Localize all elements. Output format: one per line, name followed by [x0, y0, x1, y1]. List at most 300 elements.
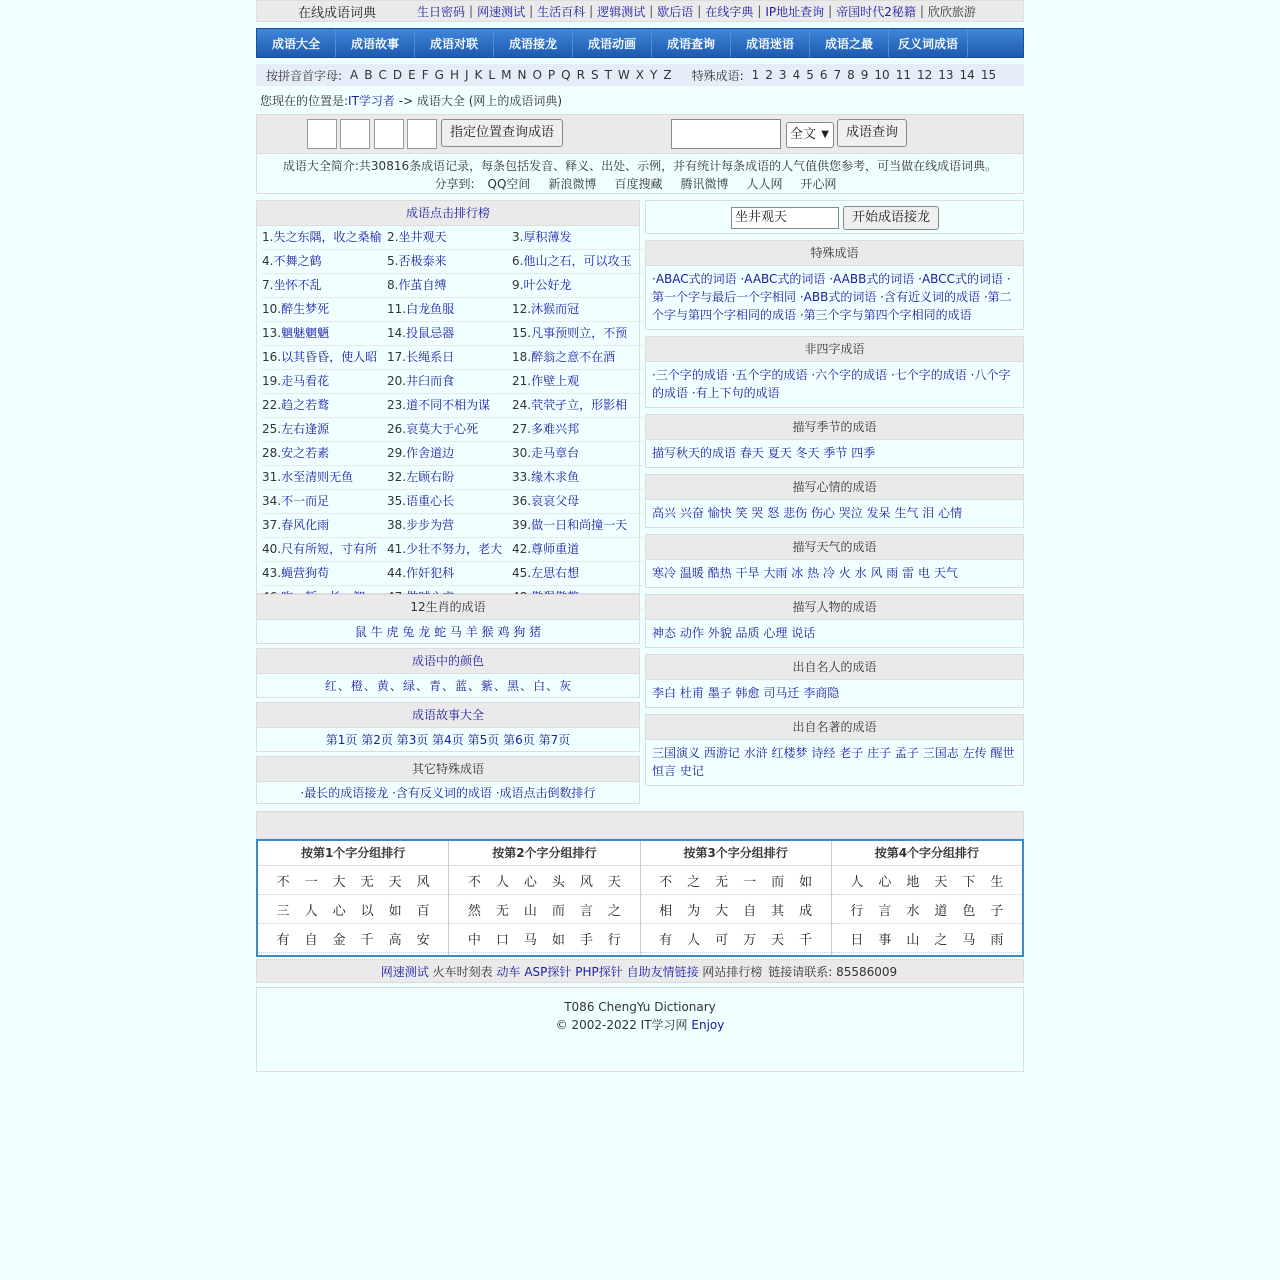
top-link[interactable]: 生活百科 [537, 4, 586, 19]
nav-item[interactable]: 成语大全 [257, 29, 336, 57]
rank-idiom-link[interactable]: 安之若素 [281, 446, 330, 460]
nav-item[interactable]: 成语迷语 [731, 29, 810, 57]
color-link[interactable]: 黄 [376, 679, 389, 693]
zodiac-link[interactable]: 鸡 [497, 625, 510, 639]
jielong-input[interactable]: 坐井观天 [731, 207, 839, 229]
position-char-input-1[interactable] [307, 119, 337, 149]
group-char-link[interactable]: 千 [360, 932, 374, 948]
story-page-link[interactable]: 第7页 [538, 733, 571, 747]
nav-item[interactable]: 成语对联 [415, 29, 494, 57]
color-link[interactable]: 绿 [402, 679, 415, 693]
group-char-link[interactable]: 人 [304, 903, 318, 919]
pinyin-letter-link[interactable]: P [547, 68, 556, 82]
color-link[interactable]: 红 [324, 679, 337, 693]
colors-title[interactable]: 成语中的颜色 [257, 649, 639, 674]
bottom-link[interactable]: 火车时刻表 [432, 965, 493, 979]
rank-idiom-link[interactable]: 尊师重道 [531, 542, 580, 556]
special-number-link[interactable]: 11 [895, 68, 911, 82]
mood-link[interactable]: 泪 [922, 506, 935, 520]
zodiac-link[interactable]: 牛 [370, 625, 383, 639]
mood-link[interactable]: 哭泣 [838, 506, 863, 520]
book-link[interactable]: 水浒 [743, 746, 768, 760]
rank-idiom-link[interactable]: 走马章台 [531, 446, 580, 460]
share-link[interactable]: 新浪微博 [548, 177, 597, 191]
special-number-link[interactable]: 12 [916, 68, 933, 82]
nav-item[interactable]: 成语故事 [336, 29, 415, 57]
rank-idiom-link[interactable]: 多难兴邦 [531, 422, 580, 436]
rank-idiom-link[interactable]: 失之东隅，收之桑榆 [273, 230, 382, 244]
rank-idiom-link[interactable]: 白龙鱼服 [406, 302, 455, 316]
rank-idiom-link[interactable]: 作舍道边 [406, 446, 455, 460]
pinyin-letter-link[interactable]: M [501, 68, 512, 82]
pinyin-letter-link[interactable]: G [434, 68, 444, 82]
enjoy-link[interactable]: Enjoy [691, 1018, 725, 1032]
group-char-link[interactable]: 天 [934, 874, 948, 890]
mood-link[interactable]: 伤心 [810, 506, 835, 520]
top-link[interactable]: 网速测试 [477, 4, 526, 19]
weather-link[interactable]: 雨 [886, 566, 899, 580]
group-char-link[interactable]: 天 [607, 874, 621, 890]
pinyin-letter-link[interactable]: Y [650, 68, 658, 82]
group-char-link[interactable]: 行 [850, 903, 864, 919]
group-char-link[interactable]: 万 [743, 932, 757, 948]
mood-link[interactable]: 怒 [767, 506, 780, 520]
rank-idiom-link[interactable]: 作壁上观 [531, 374, 580, 388]
position-search-button[interactable]: 指定位置查询成语 [441, 119, 563, 147]
special-number-link[interactable]: 6 [819, 68, 828, 82]
rank-idiom-link[interactable]: 坐怀不乱 [273, 278, 322, 292]
pinyin-letter-link[interactable]: C [378, 68, 387, 82]
pinyin-letter-link[interactable]: F [421, 68, 429, 82]
jielong-start-button[interactable]: 开始成语接龙 [843, 206, 939, 230]
group-char-link[interactable]: 百 [416, 903, 430, 919]
group-char-link[interactable]: 天 [771, 932, 785, 948]
rank-idiom-link[interactable]: 凡事预则立，不预 [531, 326, 628, 340]
group-char-link[interactable]: 无 [360, 874, 374, 890]
group-char-link[interactable]: 有 [276, 932, 290, 948]
group-char-link[interactable]: 心 [332, 903, 346, 919]
rank-idiom-link[interactable]: 醉翁之意不在酒 [531, 350, 616, 364]
group-char-link[interactable]: 生 [990, 874, 1004, 890]
special-number-link[interactable]: 14 [959, 68, 975, 82]
group-char-link[interactable]: 自 [743, 903, 757, 919]
group-char-link[interactable]: 以 [360, 903, 374, 919]
rank-idiom-link[interactable]: 步步为营 [406, 518, 455, 532]
story-page-link[interactable]: 第6页 [503, 733, 535, 747]
special-number-link[interactable]: 9 [860, 68, 869, 82]
pinyin-letter-link[interactable]: B [364, 68, 373, 82]
rank-idiom-link[interactable]: 井臼而食 [406, 374, 455, 388]
group-char-link[interactable]: 如 [551, 932, 565, 948]
rank-idiom-link[interactable]: 尺有所短，寸有所 [281, 542, 378, 556]
group-char-link[interactable]: 道 [934, 903, 948, 919]
pinyin-letter-link[interactable]: R [576, 68, 585, 82]
special-number-link[interactable]: 15 [980, 68, 997, 82]
special-number-link[interactable]: 3 [778, 68, 787, 82]
zodiac-link[interactable]: 虎 [386, 625, 399, 639]
color-link[interactable]: 蓝 [455, 679, 468, 693]
nav-item[interactable]: 成语动画 [573, 29, 652, 57]
weather-link[interactable]: 天气 [933, 566, 958, 580]
rank-idiom-link[interactable]: 不一而足 [281, 494, 330, 508]
pinyin-letter-link[interactable]: O [532, 68, 542, 82]
group-char-link[interactable]: 人 [687, 932, 701, 948]
weather-link[interactable]: 干旱 [735, 566, 760, 580]
group-char-link[interactable]: 不 [276, 874, 290, 890]
season-link[interactable]: 春天 [739, 446, 764, 460]
group-char-link[interactable]: 心 [878, 874, 892, 890]
group-char-link[interactable]: 千 [799, 932, 813, 948]
color-link[interactable]: 青 [428, 679, 441, 693]
group-char-link[interactable]: 成 [799, 903, 813, 919]
famous-link[interactable]: 韩愈 [735, 686, 760, 700]
bottom-link[interactable]: PHP探针 [575, 965, 623, 979]
idiom-search-input[interactable] [671, 119, 781, 149]
bottom-link[interactable]: 网站排行榜 [702, 965, 763, 979]
rank-idiom-link[interactable]: 道不同不相为谋 [406, 398, 491, 412]
special-number-link[interactable]: 7 [833, 68, 842, 82]
share-link[interactable]: 开心网 [800, 177, 837, 191]
weather-link[interactable]: 冷 [822, 566, 835, 580]
story-page-link[interactable]: 第3页 [396, 733, 429, 747]
group-char-link[interactable]: 风 [579, 874, 593, 890]
search-scope-select[interactable] [786, 122, 834, 148]
pinyin-letter-link[interactable]: T [604, 68, 612, 82]
mood-link[interactable]: 哭 [751, 506, 764, 520]
stories-title[interactable]: 成语故事大全 [257, 703, 639, 728]
special-link[interactable]: ·ABAC式的词语 [652, 272, 737, 286]
special-number-link[interactable]: 13 [938, 68, 954, 82]
weather-link[interactable]: 冰 [791, 566, 804, 580]
people-link[interactable]: 心理 [763, 626, 788, 640]
top-link[interactable]: 歇后语 [657, 4, 694, 19]
season-link[interactable]: 夏天 [767, 446, 792, 460]
group-char-link[interactable]: 而 [551, 903, 565, 919]
pinyin-letter-link[interactable]: S [590, 68, 599, 82]
group-char-link[interactable]: 下 [962, 874, 976, 890]
share-link[interactable]: QQ空间 [487, 177, 531, 191]
rank-idiom-link[interactable]: 否极泰来 [398, 254, 447, 268]
group-char-link[interactable]: 相 [659, 903, 673, 919]
group-char-link[interactable]: 手 [579, 932, 593, 948]
group-char-link[interactable]: 然 [467, 903, 481, 919]
pinyin-letter-link[interactable]: X [635, 68, 645, 82]
rank-idiom-link[interactable]: 以其昏昏，使人昭 [281, 350, 378, 364]
season-link[interactable]: 冬天 [795, 446, 820, 460]
group-char-link[interactable]: 山 [523, 903, 537, 919]
group-char-link[interactable]: 不 [467, 874, 481, 890]
group-char-link[interactable]: 山 [906, 932, 920, 948]
other-link[interactable]: ·成语点击倒数排行 [495, 786, 596, 800]
rank-idiom-link[interactable]: 魑魅魍魉 [281, 326, 330, 340]
special-number-link[interactable]: 10 [874, 68, 890, 82]
group-char-link[interactable]: 高 [388, 932, 402, 948]
book-link[interactable]: 左传 [962, 746, 987, 760]
pinyin-letter-link[interactable]: L [488, 68, 496, 82]
group-char-link[interactable]: 日 [850, 932, 864, 948]
group-char-link[interactable]: 行 [607, 932, 621, 948]
bottom-link[interactable]: 网速测试 [380, 965, 429, 979]
group-char-link[interactable]: 大 [715, 903, 729, 919]
group-char-link[interactable]: 可 [715, 932, 729, 948]
top-link[interactable]: 在线字典 [705, 4, 754, 19]
idiom-search-button[interactable]: 成语查询 [837, 119, 907, 147]
story-page-link[interactable]: 第5页 [467, 733, 500, 747]
group-char-link[interactable]: 雨 [990, 932, 1004, 948]
group-char-link[interactable]: 之 [687, 874, 701, 890]
story-page-link[interactable]: 第2页 [361, 733, 393, 747]
special-link[interactable]: ·AABC式的词语 [740, 272, 826, 286]
rank-idiom-link[interactable]: 叶公好龙 [523, 278, 572, 292]
people-link[interactable]: 神态 [652, 626, 677, 640]
share-link[interactable]: 腾讯微博 [680, 177, 729, 191]
weather-link[interactable]: 温暖 [679, 566, 704, 580]
mood-link[interactable]: 悲伤 [783, 506, 808, 520]
special-link[interactable]: ·第二个字与第四个字相同的成语 [652, 290, 1012, 322]
position-char-input-3[interactable] [374, 119, 404, 149]
nonfour-link[interactable]: ·五个字的成语 [731, 368, 808, 382]
special-number-link[interactable]: 4 [792, 68, 801, 82]
pinyin-letter-link[interactable]: D [392, 68, 403, 82]
rank-idiom-link[interactable]: 坐井观天 [398, 230, 447, 244]
nonfour-link[interactable]: ·六个字的成语 [811, 368, 888, 382]
group-char-link[interactable]: 安 [416, 932, 430, 948]
share-link[interactable]: 百度搜藏 [614, 177, 663, 191]
rank-idiom-link[interactable]: 他山之石，可以攻玉 [523, 254, 632, 268]
group-char-link[interactable]: 口 [495, 932, 509, 948]
pinyin-letter-link[interactable]: H [449, 68, 459, 82]
famous-link[interactable]: 李白 [652, 686, 677, 700]
book-link[interactable]: 史记 [679, 764, 704, 778]
book-link[interactable]: 老子 [839, 746, 864, 760]
famous-link[interactable]: 墨子 [707, 686, 732, 700]
rank-idiom-link[interactable]: 作奸犯科 [406, 566, 455, 580]
nonfour-link[interactable]: ·三个字的成语 [652, 368, 728, 382]
weather-link[interactable]: 寒冷 [652, 566, 677, 580]
famous-link[interactable]: 李商隐 [803, 686, 840, 700]
pinyin-letter-link[interactable]: K [474, 68, 483, 82]
zodiac-link[interactable]: 龙 [418, 625, 431, 639]
nav-item[interactable]: 反义词成语 [889, 29, 968, 57]
rank-idiom-link[interactable]: 少壮不努力，老大 [406, 542, 503, 556]
story-page-link[interactable]: 第4页 [432, 733, 464, 747]
other-link[interactable]: ·最长的成语接龙 [300, 786, 389, 800]
group-char-link[interactable]: 中 [467, 932, 481, 948]
group-char-link[interactable]: 如 [799, 874, 813, 890]
zodiac-link[interactable]: 鼠 [354, 625, 367, 639]
group-char-link[interactable]: 子 [990, 903, 1004, 919]
rank-idiom-link[interactable]: 左右逢源 [281, 422, 330, 436]
group-char-link[interactable]: 马 [962, 932, 976, 948]
zodiac-link[interactable]: 羊 [465, 625, 478, 639]
position-char-input-4[interactable] [407, 119, 437, 149]
bottom-link[interactable]: ASP探针 [524, 965, 572, 979]
special-link[interactable]: ·含有近义词的成语 [880, 290, 980, 304]
zodiac-link[interactable]: 马 [449, 625, 462, 639]
top-link[interactable]: 生日密码 [417, 4, 466, 19]
nonfour-link[interactable]: ·有上下句的成语 [691, 386, 780, 400]
weather-link[interactable]: 雷 [902, 566, 915, 580]
book-link[interactable]: 西游记 [703, 746, 740, 760]
rank-idiom-link[interactable]: 蝇营狗苟 [281, 566, 330, 580]
group-char-link[interactable]: 之 [607, 903, 621, 919]
group-char-link[interactable]: 风 [416, 874, 430, 890]
special-number-link[interactable]: 1 [751, 68, 760, 82]
weather-link[interactable]: 热 [807, 566, 820, 580]
special-number-link[interactable]: 5 [806, 68, 814, 82]
rank-idiom-link[interactable]: 语重心长 [406, 494, 455, 508]
group-char-link[interactable]: 天 [388, 874, 402, 890]
zodiac-link[interactable]: 猴 [481, 625, 494, 639]
group-char-link[interactable]: 事 [878, 932, 892, 948]
rank-idiom-link[interactable]: 走马看花 [281, 374, 330, 388]
rank-idiom-link[interactable]: 哀莫大于心死 [406, 422, 479, 436]
pinyin-letter-link[interactable]: W [617, 68, 630, 82]
season-link[interactable]: 四季 [851, 446, 876, 460]
rank-idiom-link[interactable]: 左思右想 [531, 566, 580, 580]
weather-link[interactable]: 电 [917, 566, 930, 580]
group-char-link[interactable]: 如 [388, 903, 402, 919]
group-char-link[interactable]: 无 [715, 874, 729, 890]
people-link[interactable]: 说话 [791, 626, 816, 640]
color-link[interactable]: 黑 [507, 679, 520, 693]
bottom-link[interactable]: 动车 [496, 965, 521, 979]
group-char-link[interactable]: 之 [934, 932, 948, 948]
zodiac-link[interactable]: 猪 [529, 625, 542, 639]
mood-link[interactable]: 生气 [894, 506, 919, 520]
weather-link[interactable]: 火 [838, 566, 851, 580]
group-char-link[interactable]: 人 [850, 874, 864, 890]
weather-link[interactable]: 酷热 [707, 566, 732, 580]
rank-idiom-link[interactable]: 作茧自缚 [398, 278, 447, 292]
special-link[interactable]: ·第三个字与第四个字相同的成语 [799, 308, 972, 322]
top-link[interactable]: 逻辑测试 [597, 4, 646, 19]
mood-link[interactable]: 愉快 [707, 506, 732, 520]
rank-idiom-link[interactable]: 投鼠忌器 [406, 326, 455, 340]
pinyin-letter-link[interactable]: A [350, 68, 359, 82]
mood-link[interactable]: 高兴 [652, 506, 677, 520]
weather-link[interactable]: 风 [870, 566, 883, 580]
weather-link[interactable]: 水 [854, 566, 867, 580]
group-char-link[interactable]: 其 [771, 903, 785, 919]
book-link[interactable]: 孟子 [894, 746, 919, 760]
special-number-link[interactable]: 8 [847, 68, 855, 82]
position-char-input-2[interactable] [340, 119, 370, 149]
group-char-link[interactable]: 水 [906, 903, 920, 919]
group-char-link[interactable]: 言 [579, 903, 593, 919]
rank-idiom-link[interactable]: 哀哀父母 [531, 494, 580, 508]
group-char-link[interactable]: 有 [659, 932, 673, 948]
weather-link[interactable]: 大雨 [763, 566, 788, 580]
pinyin-letter-link[interactable]: Q [561, 68, 571, 82]
book-link[interactable]: 三国志 [922, 746, 959, 760]
story-page-link[interactable]: 第1页 [325, 733, 358, 747]
zodiac-link[interactable]: 兔 [402, 625, 415, 639]
book-link[interactable]: 醒世恒言 [652, 746, 1015, 778]
season-link[interactable]: 季节 [823, 446, 848, 460]
mood-link[interactable]: 笑 [735, 506, 748, 520]
group-char-link[interactable]: 言 [878, 903, 892, 919]
group-char-link[interactable]: 金 [332, 932, 346, 948]
rank-idiom-link[interactable]: 长绳系日 [406, 350, 455, 364]
top-link[interactable]: 欣欣旅游 [927, 4, 976, 19]
group-char-link[interactable]: 地 [906, 874, 920, 890]
rank-idiom-link[interactable]: 水至清则无鱼 [281, 470, 354, 484]
group-char-link[interactable]: 而 [771, 874, 785, 890]
color-link[interactable]: 橙 [350, 679, 363, 693]
mood-link[interactable]: 发呆 [866, 506, 891, 520]
color-link[interactable]: 灰 [559, 679, 572, 693]
special-link[interactable]: ·AABB式的词语 [829, 272, 915, 286]
special-link[interactable]: ·第一个字与最后一个字相同 [652, 272, 1011, 304]
mood-link[interactable]: 心情 [938, 506, 963, 520]
rank-idiom-link[interactable]: 趋之若鹜 [281, 398, 330, 412]
nonfour-link[interactable]: ·七个字的成语 [890, 368, 967, 382]
other-link[interactable]: ·含有反义词的成语 [392, 786, 492, 800]
famous-link[interactable]: 杜甫 [679, 686, 704, 700]
rank-idiom-link[interactable]: 春风化雨 [281, 518, 330, 532]
pinyin-letter-link[interactable]: J [464, 68, 469, 82]
breadcrumb-site-link[interactable]: IT学习者 [348, 94, 395, 108]
group-char-link[interactable]: 马 [523, 932, 537, 948]
group-char-link[interactable]: 色 [962, 903, 976, 919]
rank-idiom-link[interactable]: 缘木求鱼 [531, 470, 580, 484]
color-link[interactable]: 紫 [481, 679, 494, 693]
pinyin-letter-link[interactable]: E [408, 68, 416, 82]
zodiac-link[interactable]: 狗 [513, 625, 526, 639]
pinyin-letter-link[interactable]: Z [663, 68, 672, 82]
special-link[interactable]: ·ABCC式的词语 [918, 272, 1003, 286]
special-link[interactable]: ·ABB式的词语 [799, 290, 877, 304]
pinyin-letter-link[interactable]: N [517, 68, 527, 82]
book-link[interactable]: 三国演义 [652, 746, 701, 760]
rank-idiom-link[interactable]: 厚积薄发 [523, 230, 572, 244]
nav-item[interactable]: 成语查询 [652, 29, 731, 57]
nonfour-link[interactable]: ·八个字的成语 [652, 368, 1011, 400]
season-link[interactable]: 描写秋天的成语 [652, 446, 737, 460]
group-char-link[interactable]: 为 [687, 903, 701, 919]
bottom-link[interactable]: 自助友情链接 [626, 965, 699, 979]
rank-idiom-link[interactable]: 做一日和尚撞一天 [531, 518, 628, 532]
group-char-link[interactable]: 头 [551, 874, 565, 890]
zodiac-link[interactable]: 蛇 [434, 625, 447, 639]
group-char-link[interactable]: 无 [495, 903, 509, 919]
group-char-link[interactable]: 三 [276, 903, 290, 919]
rank-idiom-link[interactable]: 沐猴而冠 [531, 302, 580, 316]
group-char-link[interactable]: 人 [495, 874, 509, 890]
top-link[interactable]: IP地址查询 [765, 4, 825, 19]
nav-item[interactable]: 成语接龙 [494, 29, 573, 57]
book-link[interactable]: 诗经 [811, 746, 836, 760]
rank-idiom-link[interactable]: 左顾右盼 [406, 470, 455, 484]
special-number-link[interactable]: 2 [765, 68, 773, 82]
book-link[interactable]: 红楼梦 [771, 746, 808, 760]
group-char-link[interactable]: 大 [332, 874, 346, 890]
group-char-link[interactable]: 一 [743, 874, 757, 890]
people-link[interactable]: 动作 [679, 626, 704, 640]
color-link[interactable]: 白 [533, 679, 546, 693]
group-char-link[interactable]: 心 [523, 874, 537, 890]
people-link[interactable]: 品质 [735, 626, 760, 640]
group-char-link[interactable]: 一 [304, 874, 318, 890]
click-rank-title[interactable]: 成语点击排行榜 [257, 201, 639, 226]
group-char-link[interactable]: 不 [659, 874, 673, 890]
rank-idiom-link[interactable]: 不舞之鹤 [273, 254, 322, 268]
top-link[interactable]: 帝国时代2秘籍 [836, 4, 916, 19]
share-link[interactable]: 人人网 [746, 177, 783, 191]
rank-idiom-link[interactable]: 茕茕孑立，形影相 [531, 398, 628, 412]
nav-item[interactable]: 成语之最 [810, 29, 889, 57]
